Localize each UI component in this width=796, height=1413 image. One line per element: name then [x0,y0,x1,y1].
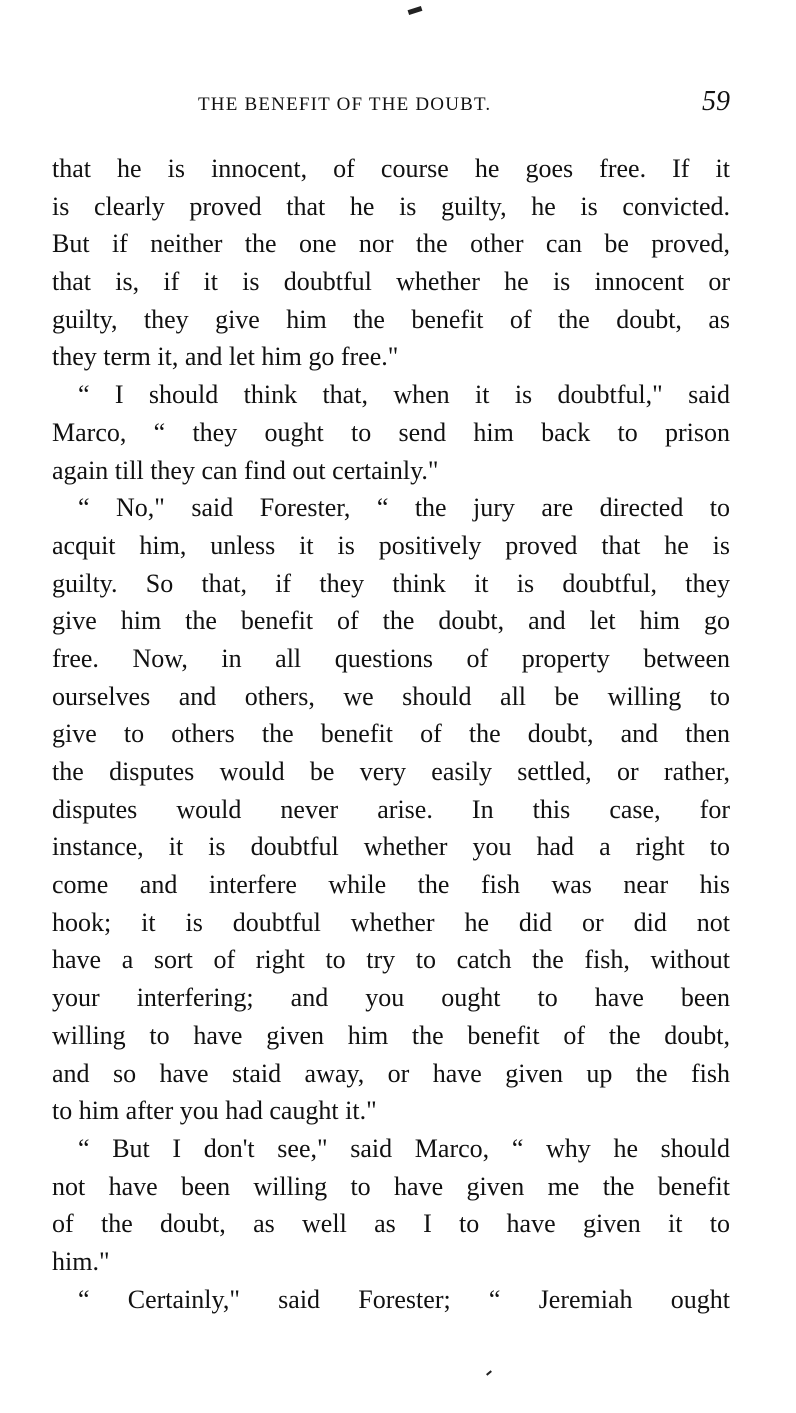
ink-speck-bottom [486,1370,492,1375]
text-line: the disputes would be very easily settled, or rather, [52,757,730,786]
text-line: that is, if it is doubtful whether he is innocent or [52,267,730,297]
text-line: give him the benefit of the doubt, and let him go [52,606,730,636]
text-line: But if neither the one nor the other can be proved, [52,229,730,259]
text-line: is clearly proved that he is guilty, he is convicted. [52,191,730,221]
text-line: hook; it is doubtful whether he did or did not [52,907,730,937]
text-line: willing to have given him the benefit of the doubt, [52,1020,730,1050]
page-header [52,86,730,122]
text-line: free. Now, in all questions of property between [52,643,730,673]
text-line: “ Certainly," said Forester; “ Jeremiah ought [78,1284,730,1314]
text-line: guilty. So that, if they think it is doubtful, they [52,568,730,598]
text-line: “ I should think that, when it is doubtful," said [78,380,730,410]
body-text [52,150,730,1318]
text-line: have a sort of right to try to catch the fish, without [52,945,730,975]
text-line: not have been willing to have given me the benefit [52,1171,730,1201]
text-line: acquit him, unless it is positively proved that he is [52,530,730,560]
text-line: come and interfere while the fish was near his [52,870,730,900]
text-line: and so have staid away, or have given up the fish [52,1058,730,1088]
text-line: ourselves and others, we should all be willing to [52,681,730,711]
running-title: THE BENEFIT OF THE DOUBT. [198,94,492,115]
text-line: of the doubt, as well as I to have given it to [52,1209,730,1239]
text-line: guilty, they give him the benefit of the doubt, as [52,304,730,334]
text-line: they term it, and let him go free." [52,342,399,372]
ink-speck-top [408,6,423,15]
text-line: Marco, “ they ought to send him back to prison [52,417,730,447]
text-line: that he is innocent, of course he goes free. If it [52,154,730,183]
text-line: to him after you had caught it." [52,1096,377,1126]
text-line: again till they can find out certainly." [52,455,439,485]
text-line: him." [52,1246,110,1276]
text-line: “ No," said Forester, “ the jury are directed to [78,493,730,523]
text-line: disputes would never arise. In this case, for [52,794,730,824]
text-line: instance, it is doubtful whether you had a right to [52,832,730,862]
text-line: “ But I don't see," said Marco, “ why he should [78,1133,730,1163]
text-line: your interfering; and you ought to have been [52,983,730,1013]
text-line: give to others the benefit of the doubt, and then [52,719,730,749]
page-number: 59 [702,86,730,117]
